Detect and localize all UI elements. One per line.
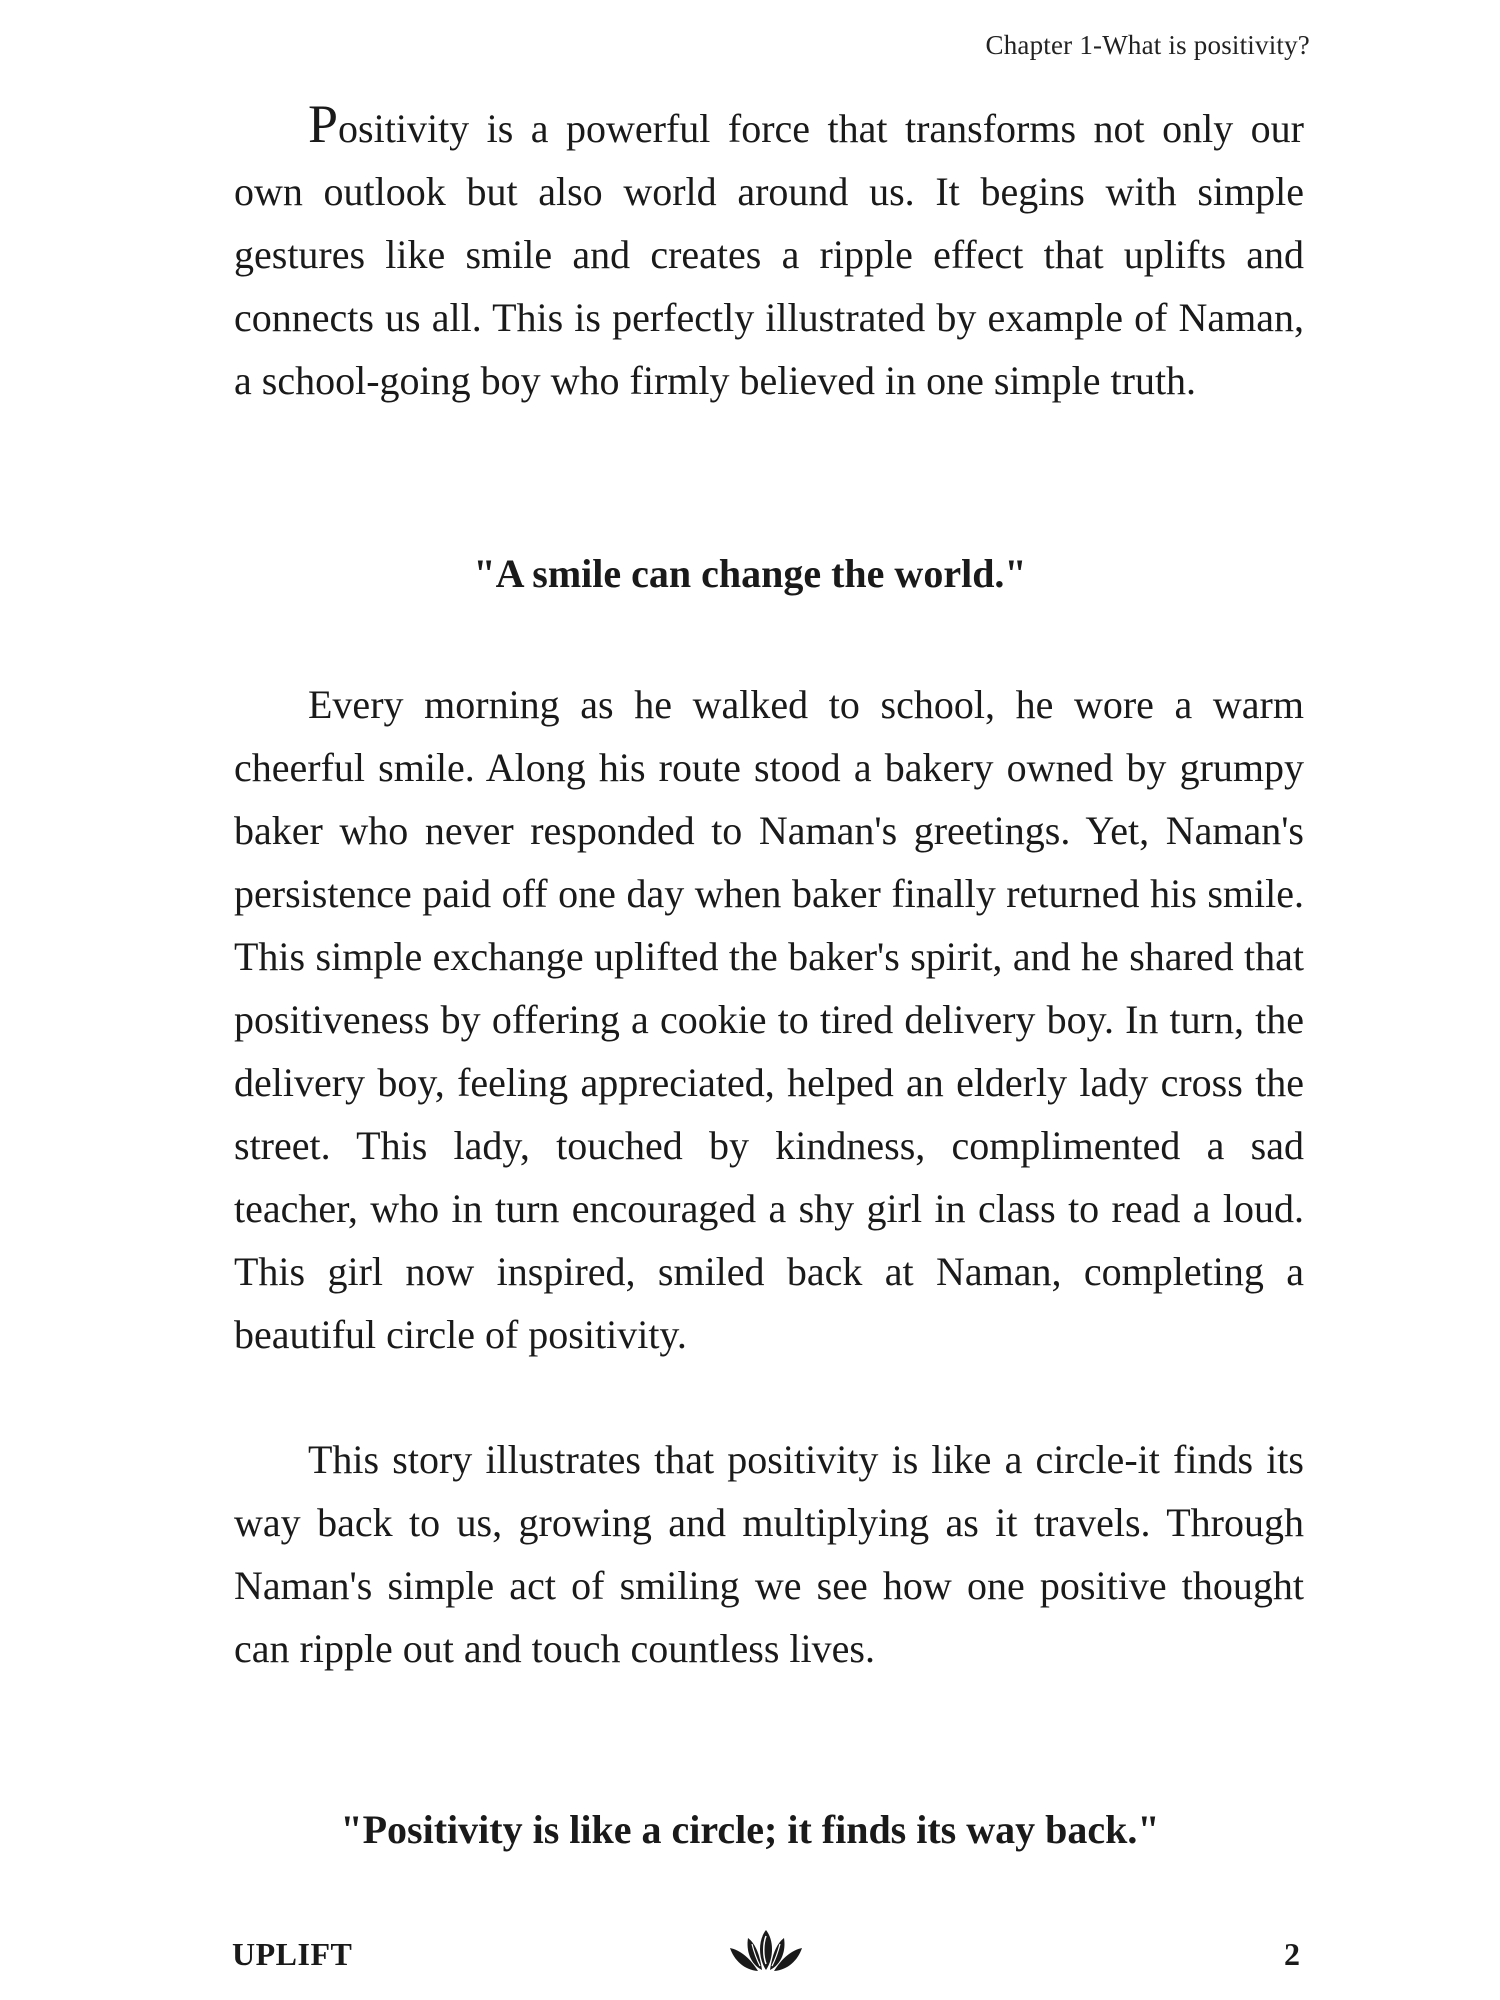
- lotus-icon: [728, 1928, 804, 1974]
- running-header: Chapter 1-What is positivity?: [985, 30, 1310, 60]
- drop-cap: P: [308, 94, 339, 154]
- pull-quote-circle: "Positivity is like a circle; it finds its way back.": [340, 1807, 1160, 1852]
- page-footer: [0, 1928, 1500, 1988]
- page-number: 2: [1284, 1936, 1300, 1972]
- footer-book-title: UPLIFT: [232, 1936, 353, 1972]
- paragraph-intro: [234, 94, 1304, 412]
- paragraph-conclusion: This story illustrates that positivity is like a circle-it finds its way back to us, growing and multiplying as it travels. Through Naman's simple act of smiling we see how one positive thought can ripple out and touch countless lives.: [234, 1437, 1304, 1671]
- pull-quote-smile: "A smile can change the world.": [473, 551, 1027, 596]
- paragraph-intro-text: ositivity is a powerful force that transforms not only our own outlook but also world around us. It begins with simple gestures like smile and creates a ripple effect that uplifts and connects us all. This is perfectly illustrated by example of Naman, a school-going boy who firmly believed in one simple truth.: [234, 106, 1304, 403]
- paragraph-story: Every morning as he walked to school, he wore a warm cheerful smile. Along his route stood a bakery owned by grumpy baker who never responded to Naman's greetings. Yet, Naman's persistence paid off one day when baker finally returned his smile. This simple exchange uplifted the baker's spirit, and he shared that positiveness by offering a cookie to tired delivery boy. In turn, the delivery boy, feeling appreciated, helped an elderly lady cross the street. This lady, touched by kindness, complimented a sad teacher, who in turn encouraged a shy girl in class to read a loud. This girl now inspired, smiled back at Naman, completing a beautiful circle of positivity.: [234, 682, 1304, 1357]
